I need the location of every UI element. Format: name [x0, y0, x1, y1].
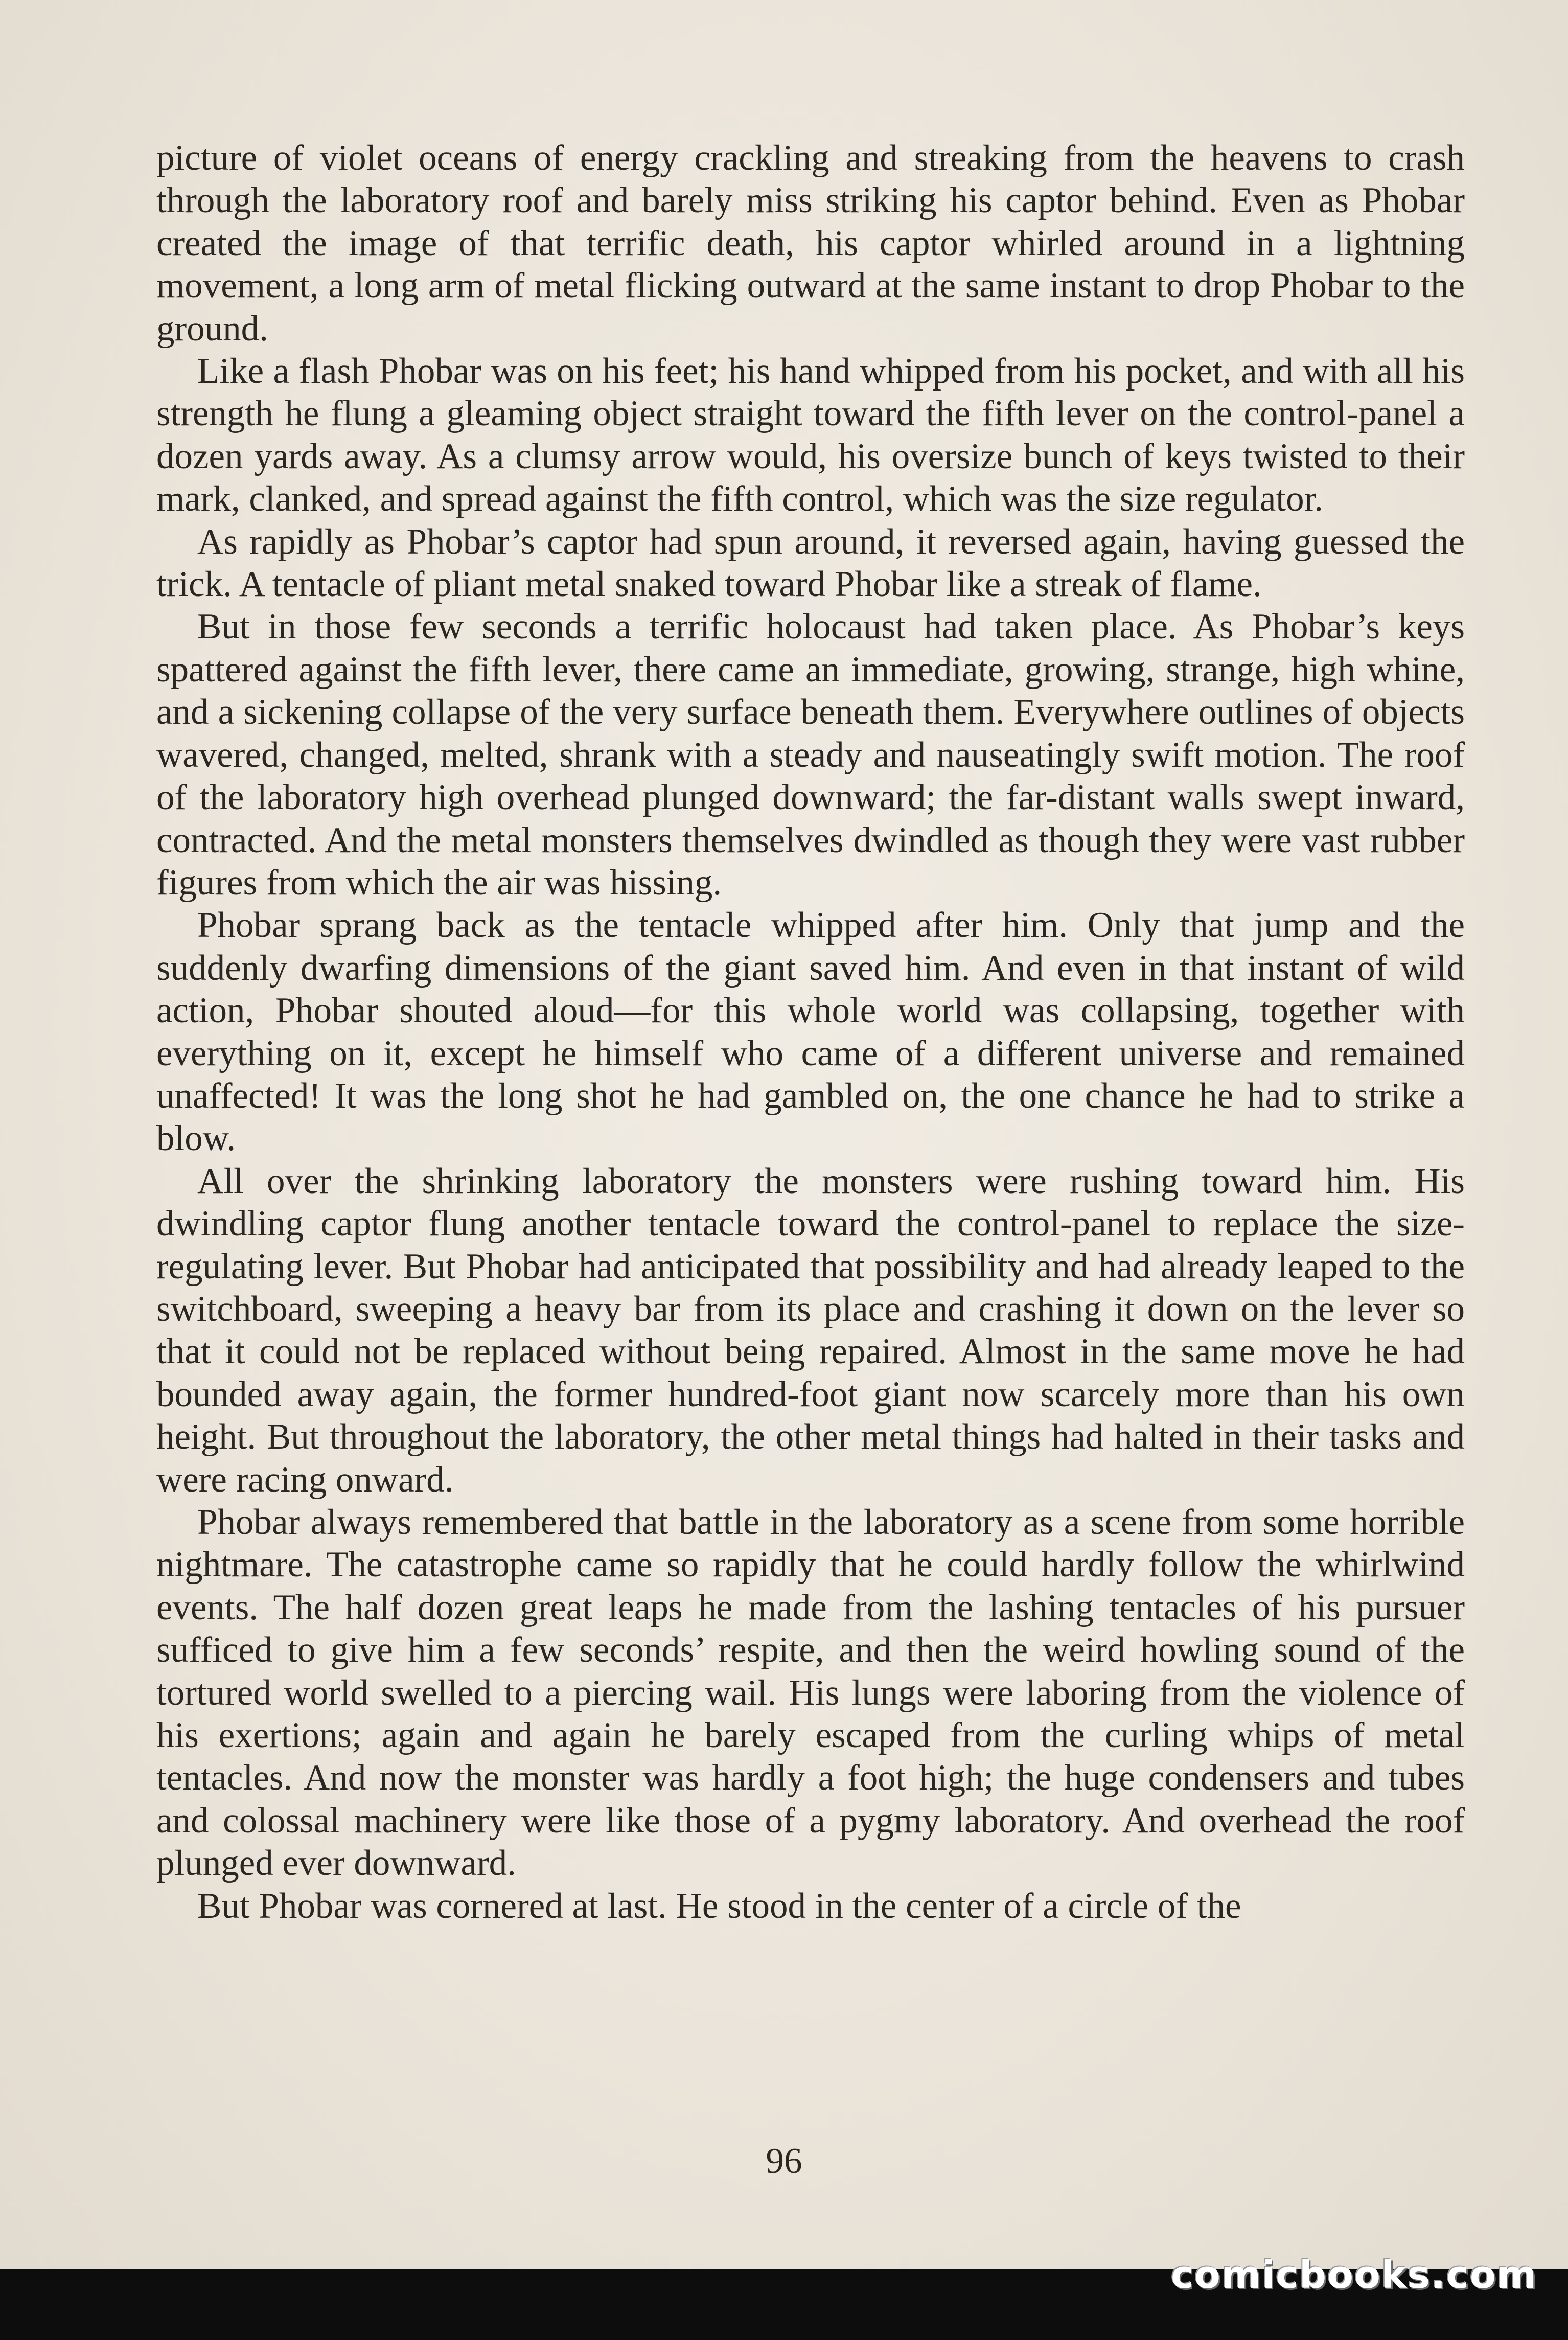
paragraph: All over the shrinking laboratory the monsters were rushing toward him. His dwindling captor flung another tentacle toward the control-panel to replace the size-regulating lever. But Phobar had anticipated that possibility and had already leaped to the switchboard, sweeping a heavy bar from its place and crashing it down on the lever so that it could not be replaced without being repaired. Almost in the same move he had bounded away again, the former hundred-foot giant now scarcely more than his own height. But throughout the laboratory, the other metal things had halted in their tasks and were racing onward. — [156, 1161, 1465, 1500]
paragraph: Phobar always remembered that battle in the laboratory as a scene from some horrible nightmare. The catastrophe came so rapidly that he could hardly follow the whirlwind events. The half dozen great leaps he made from the lashing tentacles of his pursuer sufficed to give him a few seconds’ respite, and then the weird howling sound of the tortured world swelled to a piercing wail. His lungs were laboring from the violence of his exertions; again and again he barely escaped from the curling whips of metal tentacles. And now the monster was hardly a foot high; the huge condensers and tubes and colossal machinery were like those of a pygmy laboratory. And overhead the roof plunged ever downward. — [156, 1502, 1465, 1884]
paragraph: Like a flash Phobar was on his feet; his hand whipped from his pocket, and with all his strength he flung a gleaming object straight toward the fifth lever on the control-panel a dozen yards away. As a clumsy arrow would, his oversize bunch of keys twisted to their mark, clanked, and spread against the fifth control, which was the size regulator. — [156, 351, 1465, 519]
paragraph: picture of violet oceans of energy crackling and streaking from the heavens to crash through the laboratory roof and barely miss striking his captor behind. Even as Phobar created the image of that terrific death, his captor whirled around in a lightning movement, a long arm of metal flicking outward at the same instant to drop Phobar to the ground. — [156, 138, 1465, 349]
paragraph: Phobar sprang back as the tentacle whipped after him. Only that jump and the suddenly dwarfing dimensions of the giant saved him. And even in that instant of wild action, Phobar shouted aloud—for this whole world was collapsing, together with everything on it, except he himself who came of a different universe and remained unaffected! It was the long shot he had gambled on, the one chance he had to strike a blow. — [156, 905, 1465, 1159]
page-number: 96 — [766, 2141, 802, 2181]
paragraph: But Phobar was cornered at last. He stood in the center of a circle of the — [197, 1886, 1241, 1926]
watermark: comicbooks.com — [1171, 2253, 1537, 2297]
body-text — [156, 137, 1465, 1928]
paragraph: But in those few seconds a terrific holocaust had taken place. As Phobar’s keys spattered against the fifth lever, there came an immediate, growing, strange, high whine, and a sickening collapse of the very surface beneath them. Everywhere outlines of objects wavered, changed, melted, shrank with a steady and nauseatingly swift motion. The roof of the laboratory high overhead plunged downward; the far-distant walls swept inward, contracted. And the metal monsters themselves dwindled as though they were vast rubber figures from which the air was hissing. — [156, 607, 1465, 903]
paragraph: As rapidly as Phobar’s captor had spun around, it reversed again, having guessed the trick. A tentacle of pliant metal snaked toward Phobar like a streak of flame. — [156, 521, 1465, 605]
